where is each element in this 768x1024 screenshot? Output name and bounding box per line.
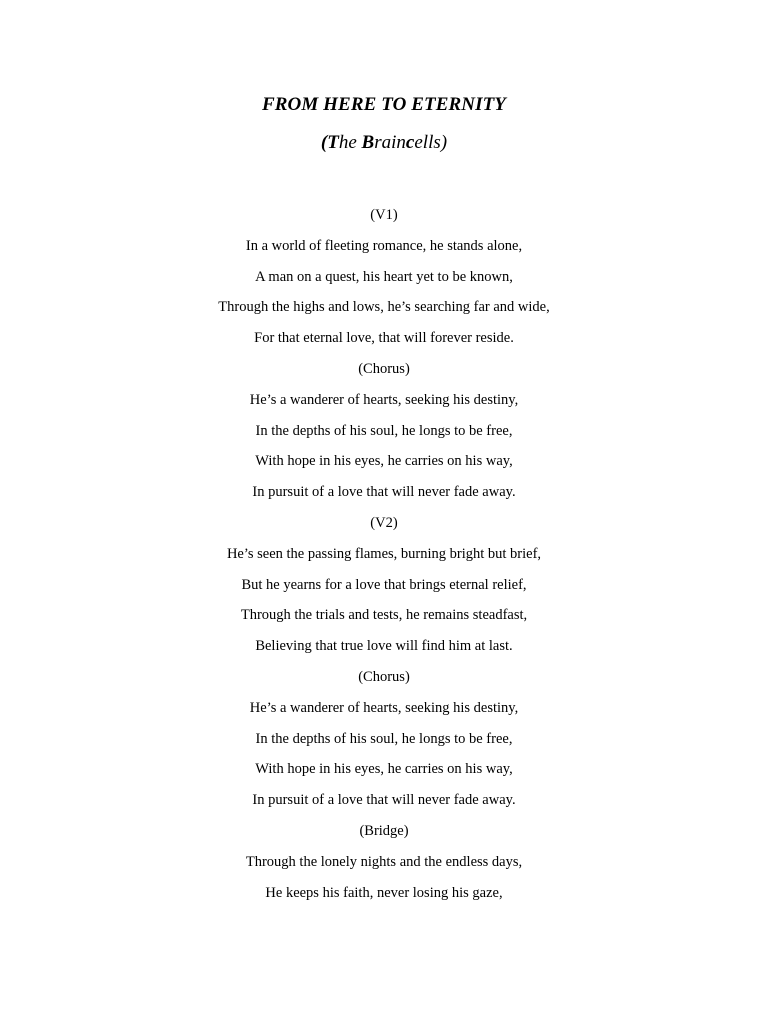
lyric-line: But he yearns for a love that brings eternal relief, <box>241 576 527 593</box>
artist-open-paren: ( <box>320 132 328 153</box>
lyric-line: (V2) <box>370 514 398 531</box>
lyric-line: (V1) <box>370 207 398 223</box>
lyric-line: Through the highs and lows, he’s searching far and wide, <box>218 299 550 316</box>
lyric-line: For that eternal love, that will forever reside. <box>254 330 514 347</box>
artist-segment-rain: rain <box>374 132 406 153</box>
lyric-line: Believing that true love will find him at last. <box>255 638 513 655</box>
lyric-line: In pursuit of a love that will never fade away. <box>252 792 516 809</box>
lyric-line: Through the trials and tests, he remains steadfast, <box>240 607 528 624</box>
lyric-line: (Bridge) <box>359 822 409 839</box>
lyric-line: Through the lonely nights and the endless days, <box>245 853 523 870</box>
lyric-line: He’s seen the passing flames, burning bright but brief, <box>226 545 542 562</box>
artist-letter-b: B <box>361 132 375 153</box>
lyric-line: In a world of fleeting romance, he stands alone, <box>245 237 523 254</box>
lyric-line: In the depths of his soul, he longs to be free, <box>255 730 513 747</box>
lyric-line: (Chorus) <box>358 668 410 685</box>
lyric-line: He’s a wanderer of hearts, seeking his destiny, <box>249 391 519 408</box>
lyric-line: He keeps his faith, never losing his gaze, <box>265 884 503 901</box>
artist-letter-t: T <box>327 132 339 153</box>
lyric-line: In the depths of his soul, he longs to be free, <box>255 422 513 439</box>
song-artist <box>0 130 768 156</box>
lyric-line: With hope in his eyes, he carries on his way, <box>255 761 513 778</box>
lyric-line: A man on a quest, his heart yet to be known, <box>255 268 513 285</box>
lyric-line: In pursuit of a love that will never fade away. <box>252 484 516 501</box>
lyric-line: With hope in his eyes, he carries on his way, <box>255 453 513 470</box>
artist-letter-c: c <box>405 132 415 153</box>
song-title: FROM HERE TO ETERNITY <box>261 94 507 115</box>
artist-segment-ells: ells) <box>414 132 448 153</box>
lyric-line: He’s a wanderer of hearts, seeking his destiny, <box>249 699 519 716</box>
artist-segment-he: he <box>338 132 362 153</box>
lyrics-body <box>0 204 768 912</box>
lyric-line: (Chorus) <box>358 360 410 377</box>
